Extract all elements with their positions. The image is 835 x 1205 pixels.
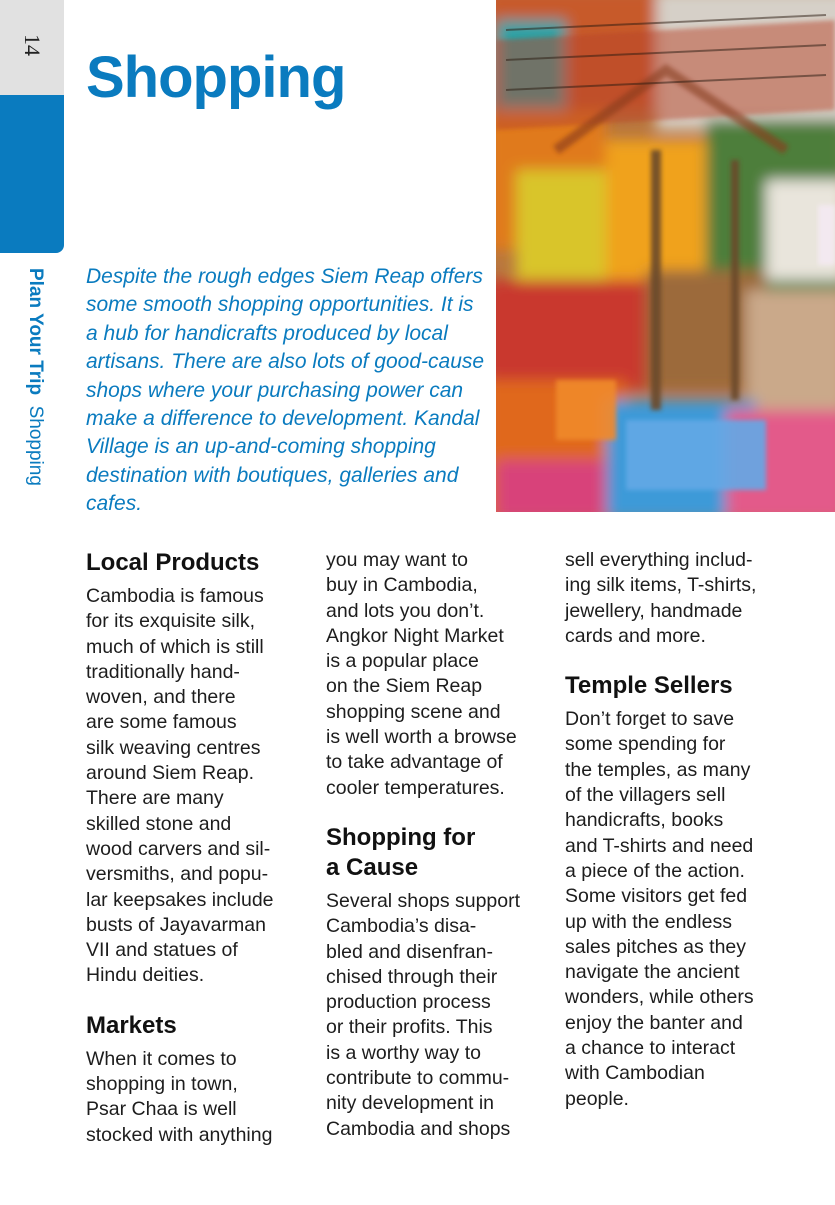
shopping-for-a-cause-text-continued: sell everything includ- ing silk items, T-shirts, jewellery, handmade cards and more.: [565, 549, 757, 647]
local-products-text: Cambodia is famous for its exquisite silk, much of which is still traditionally hand- woven, and there are some famous silk weaving centres around Siem Reap. There are many skilled stone and wood carvers and sil- versmiths, and popu- lar keepsakes include busts of Jayavarman VII and statues of Hindu deities.: [86, 585, 274, 987]
heading-markets: Markets: [86, 1011, 177, 1039]
heading-temple-sellers: Temple Sellers: [565, 672, 733, 700]
markets-text-continued: you may want to buy in Cambodia, and lots you don’t. Angkor Night Market is a popular place on the Siem Reap shopping scene and is well worth a browse to take advantage of cooler temperatures.: [326, 549, 517, 799]
intro-paragraph: Despite the rough edges Siem Reap offers some smooth shopping opportunities. It is a hub for handicrafts produced by local artisans. There are also lots of good-cause shops where your purchasing power can make a difference to development. Kandal Village is an up-and-coming shopping destination with boutiques, galleries and cafes.: [86, 265, 485, 516]
heading-local-products: Local Products: [86, 549, 260, 576]
column-1: [86, 548, 306, 1148]
running-header: [26, 268, 45, 486]
market-photo-illustration: [496, 0, 835, 512]
section-tab: [0, 95, 64, 253]
shopping-for-a-cause-text: Several shops support Cambodia’s disa- bled and disenfran- chised through their production process or their profits. This is a worthy way to contribute to commu- nity development in Cambodia and shops: [326, 889, 521, 1140]
page-number: 14: [20, 34, 45, 56]
markets-text-start: When it comes to shopping in town, Psar Chaa is well stocked with anything: [86, 1047, 273, 1146]
running-header-topic: Shopping: [25, 405, 46, 486]
running-header-section: Plan Your Trip: [25, 268, 46, 396]
column-3: [565, 548, 785, 1112]
heading-shopping-for-a-cause: Shopping for a Cause: [326, 823, 476, 881]
page-number-box: [0, 0, 64, 95]
page-title: Shopping: [86, 45, 346, 110]
column-2: [326, 548, 546, 1142]
temple-sellers-text: Don’t forget to save some spending for the temples, as many of the villagers sell handicrafts, books and T-shirts and need a piece of the action. Some visitors get fed up with the endless sales pitches as they navigate the ancient wonders, while others enjoy the banter and a chance to interact with Cambodian people.: [565, 708, 754, 1110]
market-photo: [496, 0, 835, 512]
